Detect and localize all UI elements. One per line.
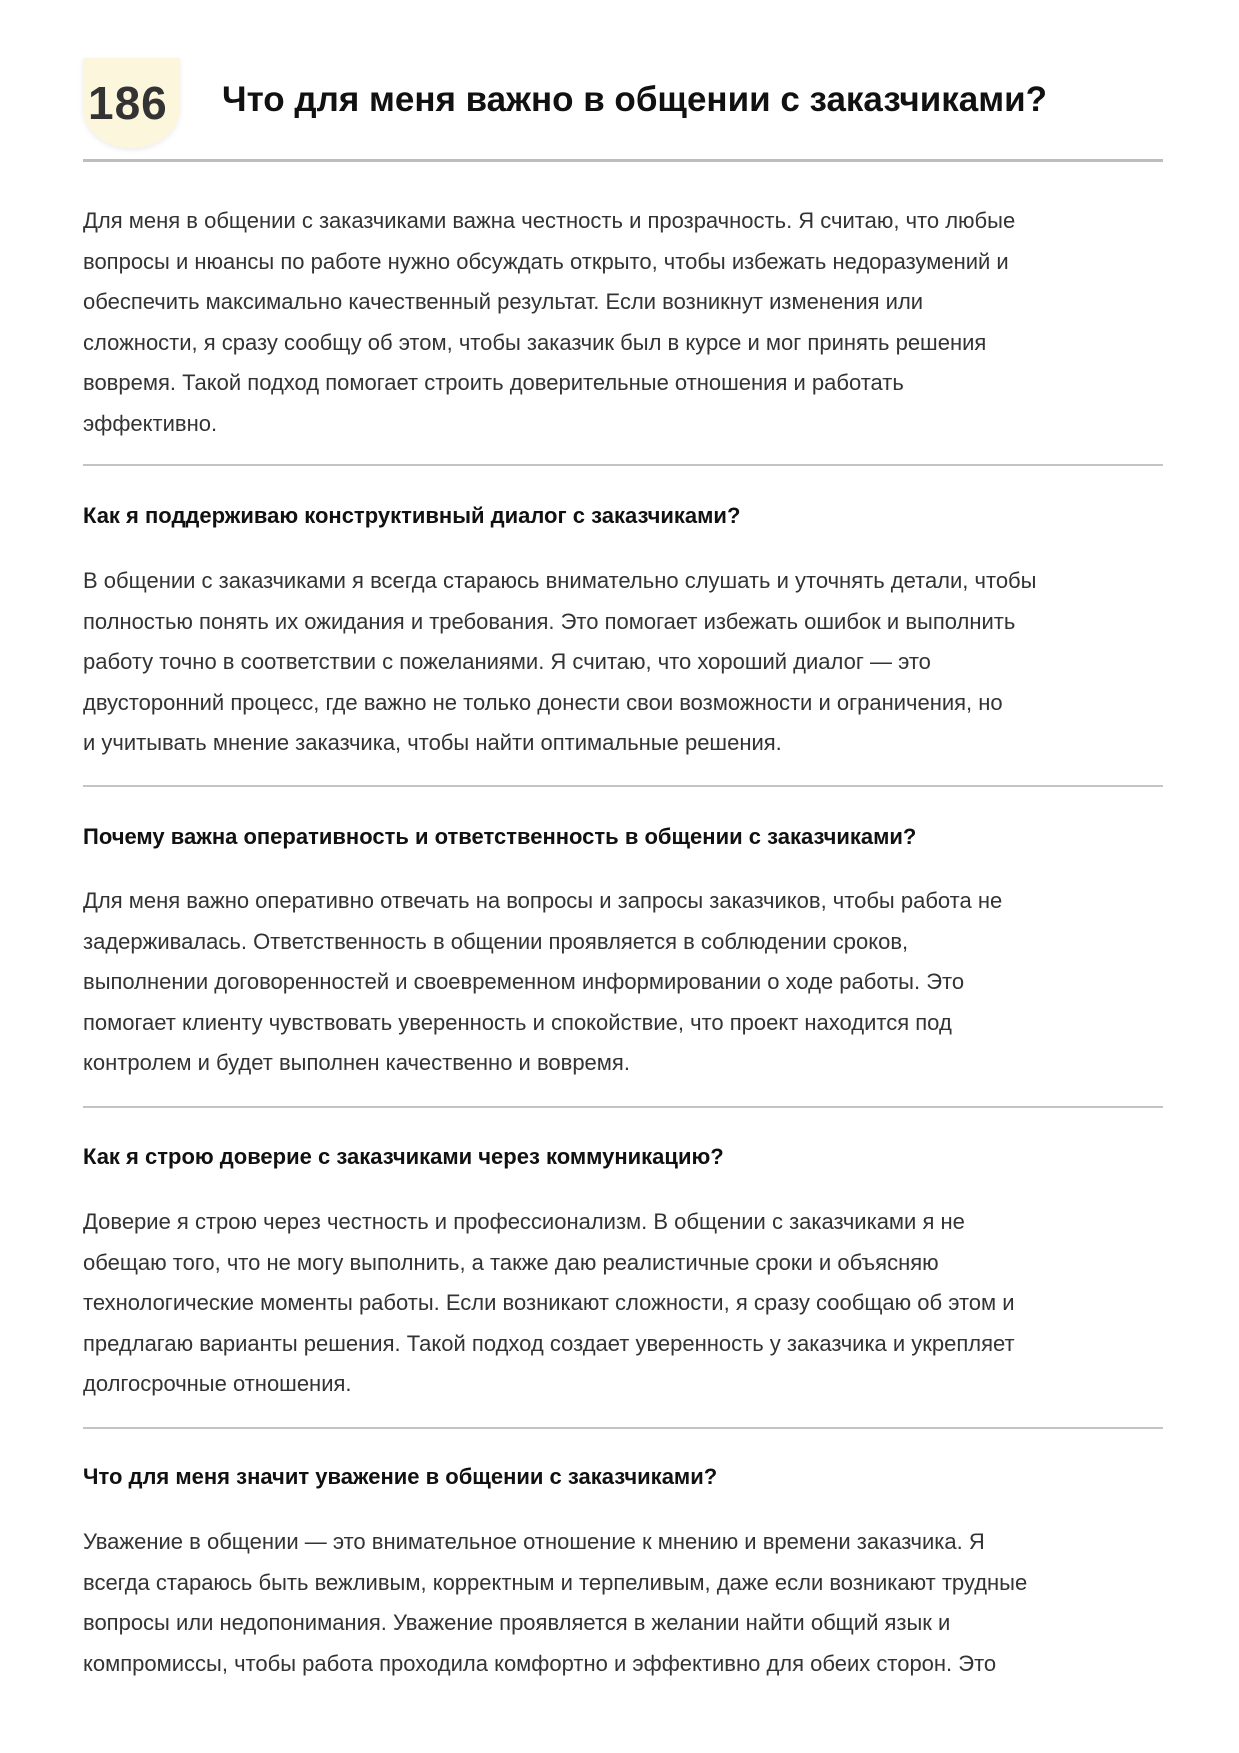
text-line: вовремя. Такой подход помогает строить доверительные отношения и работать <box>83 370 904 395</box>
text-line: В общении с заказчиками я всегда стараюсь внимательно слушать и уточнять детали, чтобы <box>83 568 1037 593</box>
text-line: эффективно. <box>83 410 218 436</box>
text-line: двусторонний процесс, где важно не только донести свои возможности и ограничения, но <box>83 689 1003 715</box>
text-line: работу точно в соответствии с пожеланиями. Я считаю, что хороший диалог — это <box>83 649 931 674</box>
intro-paragraph <box>83 201 1015 444</box>
text-line: контролем и будет выполнен качественно и вовремя. <box>83 1050 630 1075</box>
text-line: сложности, я сразу сообщу об этом, чтобы заказчик был в курсе и мог принять решения <box>83 329 987 355</box>
page-title: Что для меня важно в общении с заказчиками? <box>222 80 1047 119</box>
text-line: вопросы или недопонимания. Уважение проявляется в желании найти общий язык и <box>83 1610 951 1635</box>
section-question: Как я поддерживаю конструктивный диалог с заказчиками? <box>83 503 741 528</box>
section-answer <box>83 881 1002 1084</box>
page-number: 186 <box>88 77 168 129</box>
text-line: выполнении договоренностей и своевременном информировании о ходе работы. Это <box>83 969 965 994</box>
section-question: Как я строю доверие с заказчиками через коммуникацию? <box>83 1144 724 1169</box>
divider <box>83 1106 1163 1108</box>
text-line: обещаю того, что не могу выполнить, а также даю реалистичные сроки и объясняю <box>83 1249 939 1275</box>
text-line: долгосрочные отношения. <box>83 1371 352 1396</box>
text-line: полностью понять их ожидания и требования. Это помогает избежать ошибок и выполнить <box>83 608 1016 634</box>
text-line: вопросы и нюансы по работе нужно обсуждать открыто, чтобы избежать недоразумений и <box>83 248 1009 274</box>
divider <box>83 464 1163 466</box>
text-line: и учитывать мнение заказчика, чтобы найти оптимальные решения. <box>83 730 782 755</box>
divider <box>83 159 1163 162</box>
text-line: технологические моменты работы. Если возникают сложности, я сразу сообщаю об этом и <box>83 1290 1015 1315</box>
text-line: всегда стараюсь быть вежливым, корректным и терпеливым, даже если возникают трудные <box>83 1569 1028 1595</box>
text-line: Доверие я строю через честность и профессионализм. В общении с заказчиками я не <box>83 1209 965 1234</box>
section-answer <box>83 1522 1027 1684</box>
divider <box>83 785 1163 787</box>
text-line: предлагаю варианты решения. Такой подход создает уверенность у заказчика и укрепляет <box>83 1330 1015 1356</box>
section-answer <box>83 561 1036 764</box>
text-line: Для меня в общении с заказчиками важна честность и прозрачность. Я считаю, что любые <box>83 208 1016 233</box>
text-line: помогает клиенту чувствовать уверенность и спокойствие, что проект находится под <box>83 1009 952 1035</box>
section-answer <box>83 1202 1015 1405</box>
text-line: Для меня важно оперативно отвечать на вопросы и запросы заказчиков, чтобы работа не <box>83 888 1003 913</box>
section-question: Почему важна оперативность и ответственность в общении с заказчиками? <box>83 824 917 849</box>
text-line: задерживалась. Ответственность в общении проявляется в соблюдении сроков, <box>83 928 909 954</box>
text-line: Уважение в общении — это внимательное отношение к мнению и времени заказчика. Я <box>83 1529 985 1554</box>
section-question: Что для меня значит уважение в общении с заказчиками? <box>83 1464 718 1489</box>
divider <box>83 1427 1163 1429</box>
text-line: компромиссы, чтобы работа проходила комфортно и эффективно для обеих сторон. Это <box>83 1650 997 1676</box>
text-line: обеспечить максимально качественный результат. Если возникнут изменения или <box>83 289 924 314</box>
